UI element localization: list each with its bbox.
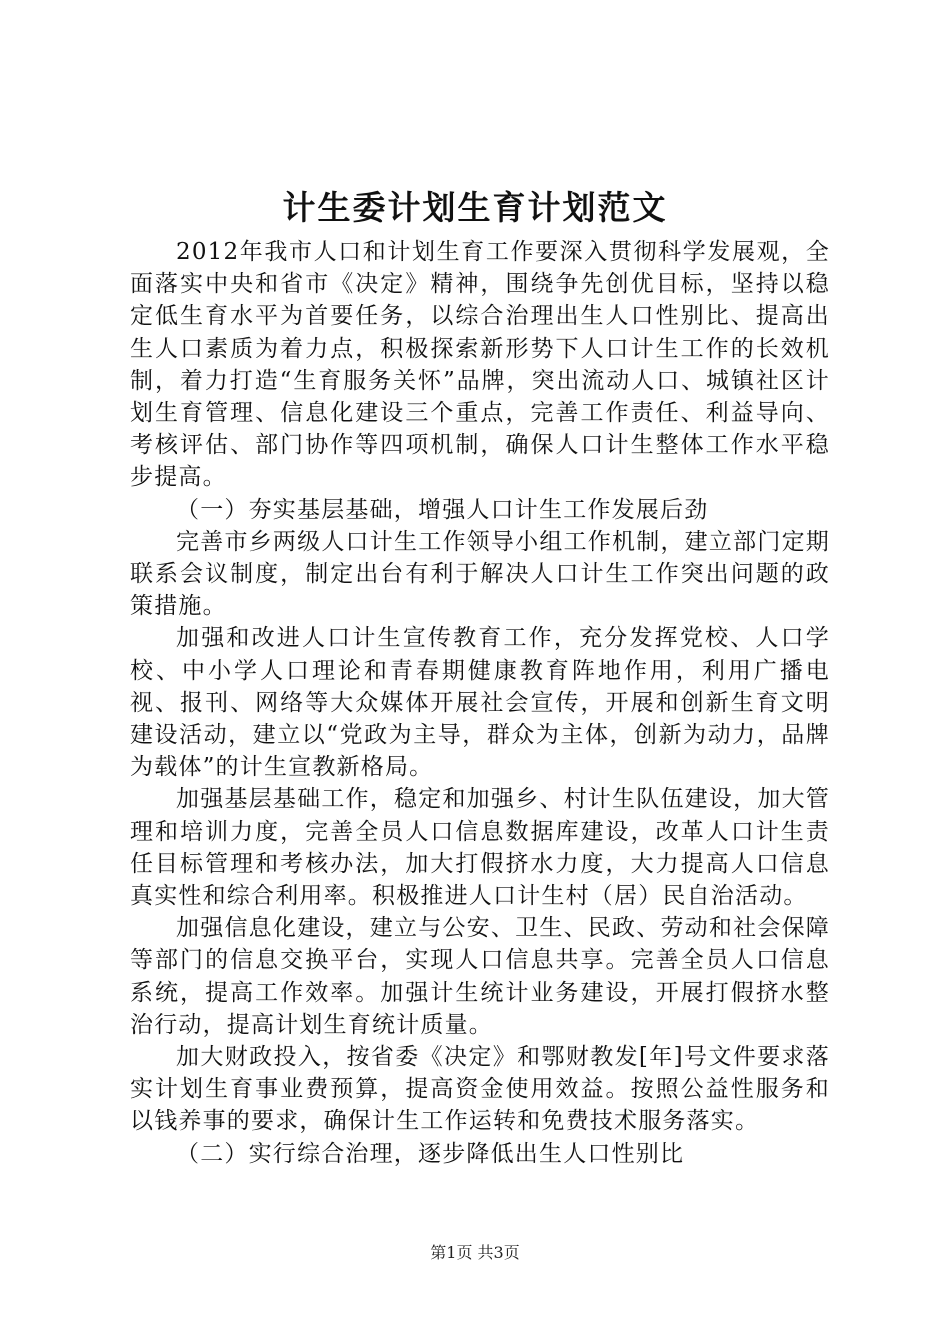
- section-heading-1: （一）夯实基层基础，增强人口计生工作发展后劲: [176, 496, 709, 523]
- document-title: 计生委计划生育计划范文: [282, 188, 668, 227]
- body-paragraph: 完善市乡两级人口计生工作领导小组工作机制，建立部门定期联系会议制度，制定出台有利于解决人口计生工作突出问题的政策措施。: [130, 528, 830, 620]
- intro-paragraph: 2012年我市人口和计划生育工作要深入贯彻科学发展观，全面落实中央和省市《决定》精神，围绕争先创优目标，坚持以稳定低生育水平为首要任务，以综合治理出生人口性别比、提高出生人口素质为着力点，积极探索新形势下人口计生工作的长效机制，着力打造“生育服务关怀”品牌，突出流动人口、城镇社区计划生育管理、信息化建设三个重点，完善工作责任、利益导向、考核评估、部门协作等四项机制，确保人口计生整体工作水平稳步提高。: [130, 239, 830, 491]
- section-heading-2: （二）实行综合治理，逐步降低出生人口性别比: [176, 1140, 685, 1167]
- body-paragraph: 加大财政投入，按省委《决定》和鄂财教发[年]号文件要求落实计划生育事业费预算，提高资金使用效益。按照公益性服务和以钱养事的要求，确保计生工作运转和免费技术服务落实。: [130, 1044, 830, 1135]
- body-paragraph: 加强和改进人口计生宣传教育工作，充分发挥党校、人口学校、中小学人口理论和青春期健康教育阵地作用，利用广播电视、报刊、网络等大众媒体开展社会宣传，开展和创新生育文明建设活动，建立以“党政为主导，群众为主体，创新为动力，品牌为载体”的计生宣教新格局。: [130, 625, 830, 781]
- page-footer: 第1页 共3页: [430, 1243, 520, 1262]
- body-paragraph: 加强基层基础工作，稳定和加强乡、村计生队伍建设，加大管理和培训力度，完善全员人口信息数据库建设，改革人口计生责任目标管理和考核办法，加大打假挤水力度，大力提高人口信息真实性和综合利用率。积极推进人口计生村（居）民自治活动。: [130, 786, 830, 910]
- document-body: [130, 236, 830, 1170]
- body-paragraph: 加强信息化建设，建立与公安、卫生、民政、劳动和社会保障等部门的信息交换平台，实现人口信息共享。完善全员人口信息系统，提高工作效率。加强计生统计业务建设，开展打假挤水整治行动，提高计划生育统计质量。: [130, 915, 830, 1038]
